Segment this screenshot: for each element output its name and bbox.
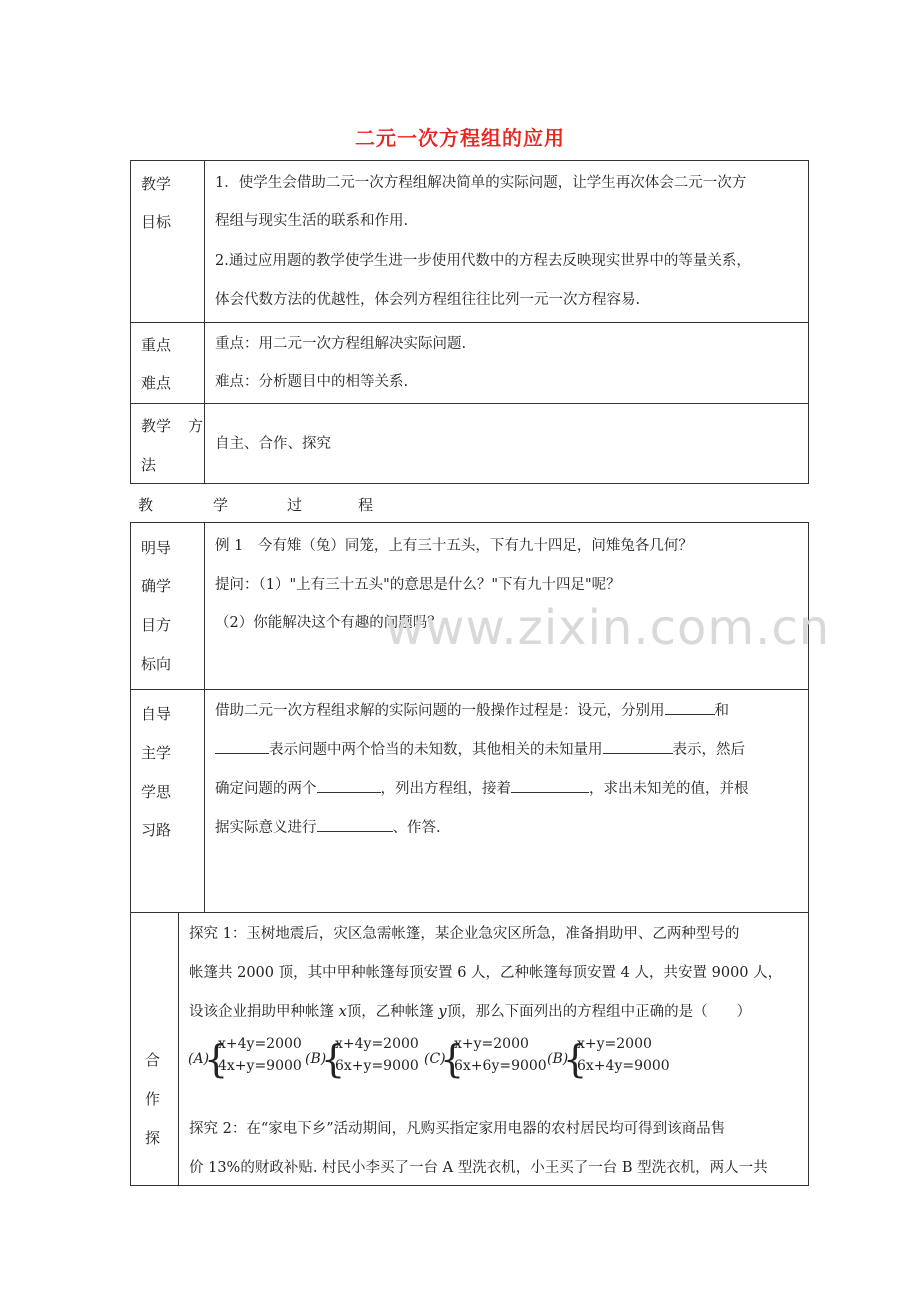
- cooperate-label-3: 探: [145, 1129, 161, 1147]
- brace-icon: {: [440, 1037, 465, 1081]
- objectives-label-1: 教学: [141, 175, 172, 193]
- self-study-line: [215, 817, 441, 839]
- brace-icon: {: [563, 1037, 588, 1081]
- text: 设该企业捐助甲种帐篷: [189, 1004, 334, 1020]
- question-line: 探究 2：在“家电下乡”活动期间，凡购买指定家用电器的农村居民均可得到该商品售: [189, 1121, 726, 1137]
- process-heading-char: 程: [358, 496, 374, 514]
- methods-label-2: 方: [188, 417, 204, 435]
- keypoints-row: [131, 322, 808, 403]
- guide-line: 提问：（1）"上有三十五头"的意思是什么？"下有九十四足"呢？: [215, 577, 621, 593]
- guide-label-3: 目方: [141, 616, 172, 634]
- fill-blank: [215, 739, 269, 754]
- equation: 6x+y=9000: [335, 1058, 419, 1074]
- process-heading-char: 教: [138, 496, 154, 514]
- option-letter: (B): [547, 1051, 569, 1067]
- cooperate-label: [131, 913, 179, 1185]
- keypoints-label-1: 重点: [141, 336, 172, 354]
- objectives-line: 程组与现实生活的联系和作用.: [215, 213, 409, 229]
- guide-line: （2）你能解决这个有趣的问题吗？: [215, 615, 442, 631]
- methods-text: 自主、合作、探究: [215, 436, 331, 452]
- self-study-label-2: 主学: [141, 744, 172, 762]
- text: 和: [714, 703, 729, 719]
- text: 借助二元一次方程组求解的实际问题的一般操作过程是：设元，分别用: [215, 703, 665, 719]
- cooperate-label-1: 合: [145, 1051, 161, 1069]
- text: 、作答.: [392, 820, 441, 836]
- methods-label-1: 教学: [141, 417, 172, 435]
- text: ，求出未知羌的值，并根: [589, 781, 749, 797]
- equation: 6x+6y=9000: [454, 1058, 547, 1074]
- equation: 6x+4y=9000: [577, 1058, 670, 1074]
- guide-label-1: 明导: [141, 539, 172, 557]
- fill-blank: [317, 778, 381, 793]
- self-study-line: [215, 778, 749, 800]
- option-letter: (C): [424, 1051, 446, 1067]
- page-title: 二元一次方程组的应用: [355, 126, 565, 150]
- brace-icon: {: [321, 1037, 346, 1081]
- text: 表示问题中两个恰当的未知数，其他相关的未知量用: [269, 742, 603, 758]
- question-line: 探究 1：玉树地震后，灾区急需帐篷，某企业急灾区所急，准备捐助甲、乙两种型号的: [189, 926, 740, 942]
- guide-line: 例 1 今有雉（兔）同笼，上有三十五头，下有九十四足，问雉兔各几何？: [215, 538, 693, 554]
- methods-row: [131, 403, 808, 483]
- keypoints-line: 重点：用二元一次方程组解决实际问题.: [215, 336, 467, 352]
- option-letter: (B): [305, 1051, 327, 1067]
- self-study-row: [131, 689, 808, 912]
- objectives-line: 体会代数方法的优越性，体会列方程组往往比列一元一次方程容易.: [215, 292, 641, 308]
- fill-blank: [317, 817, 393, 832]
- text: 据实际意义进行: [215, 820, 317, 836]
- self-study-line: [215, 700, 729, 722]
- equation: x+y=2000: [454, 1036, 529, 1052]
- text: ，列出方程组，接着: [380, 781, 511, 797]
- equation: 4x+y=9000: [218, 1058, 302, 1074]
- keypoints-label-2: 难点: [141, 374, 172, 392]
- methods-label-3: 法: [141, 456, 157, 474]
- watermark: www.zixin.com.cn: [385, 600, 831, 656]
- guide-label: [131, 523, 205, 689]
- text: 顶，乙种帐篷: [346, 1004, 434, 1020]
- question-line: 价 13%的财政补贴. 村民小李买了一台 A 型洗衣机，小王买了一台 B 型洗衣机，两人一共: [189, 1160, 768, 1176]
- objectives-line: 1．使学生会借助二元一次方程组解决简单的实际问题，让学生再次体会二元一次方: [215, 175, 747, 191]
- text: 确定问题的两个: [215, 781, 317, 797]
- keypoints-label: [131, 323, 205, 403]
- keypoints-line: 难点：分析题目中的相等关系.: [215, 374, 409, 390]
- brace-icon: {: [204, 1037, 229, 1081]
- question-line: 帐篷共 2000 顶，其中甲种帐篷每顶安置 6 人，乙种帐篷每顶安置 4 人，共安置 9000 人，: [189, 965, 783, 981]
- objectives-label: [131, 161, 205, 322]
- var-y: y: [438, 1004, 447, 1020]
- self-study-label-1: 自导: [141, 705, 172, 723]
- cooperate-label-2: 作: [145, 1090, 161, 1108]
- text: 顶，那么下面列出的方程组中正确的是（ ）: [446, 1004, 752, 1020]
- self-study-label-4: 习路: [141, 821, 172, 839]
- fill-blank: [665, 700, 715, 715]
- text: 表示，然后: [672, 742, 745, 758]
- option-letter: (A): [188, 1051, 210, 1067]
- equation: x+4y=2000: [335, 1036, 419, 1052]
- fill-blank: [603, 739, 673, 754]
- equation: x+y=2000: [577, 1036, 652, 1052]
- process-heading-char: 过: [287, 496, 303, 514]
- var-x: x: [338, 1004, 347, 1020]
- self-study-label-3: 学思: [141, 783, 172, 801]
- methods-label: [131, 404, 205, 483]
- objectives-row: [131, 161, 808, 322]
- objectives-line: 2.通过应用题的教学使学生进一步使用代数中的方程去反映现实世界中的等量关系，: [215, 253, 751, 269]
- question-line: [189, 1001, 751, 1023]
- fill-blank: [511, 778, 589, 793]
- equation: x+4y=2000: [218, 1036, 302, 1052]
- info-table: [130, 160, 809, 484]
- self-study-label: [131, 690, 205, 912]
- process-heading-char: 学: [213, 496, 229, 514]
- guide-label-2: 确学: [141, 577, 172, 595]
- objectives-label-2: 目标: [141, 213, 172, 231]
- self-study-line: [215, 739, 745, 761]
- guide-label-4: 标向: [141, 655, 172, 673]
